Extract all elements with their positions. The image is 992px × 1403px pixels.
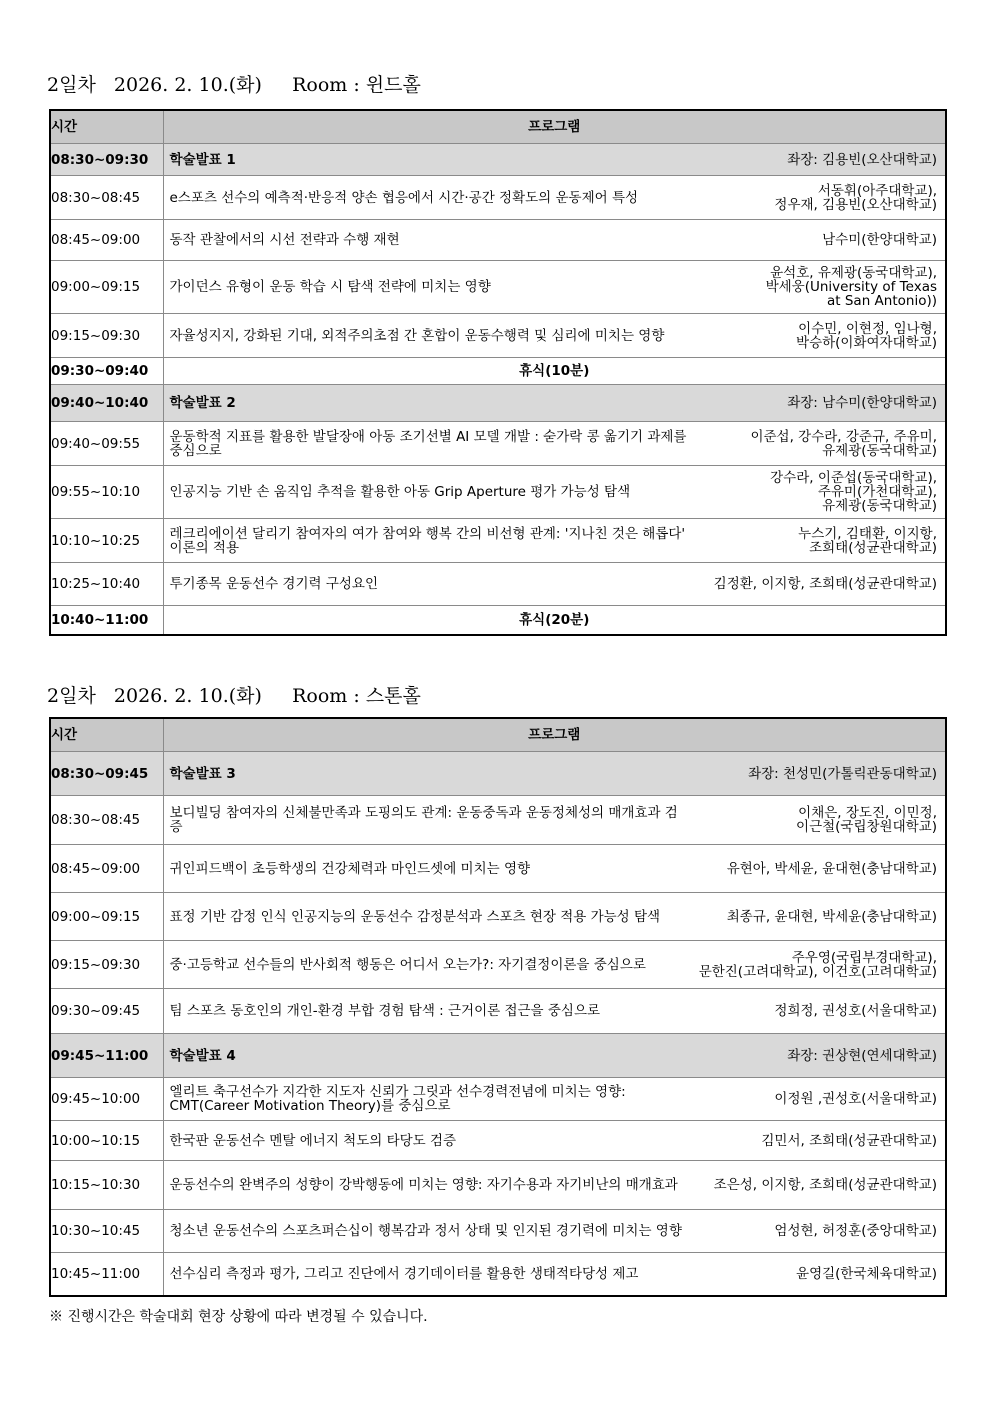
talk-authors (796, 322, 945, 350)
talk-title: 귀인피드백이 초등학생의 건강체력과 마인드셋에 미치는 영향 (169, 860, 531, 877)
session-chair: 좌장: 김용빈(오산대학교) (787, 151, 937, 168)
author-line: 김민서, 조희태(성균관대학교) (761, 1132, 937, 1149)
talk-authors (822, 233, 945, 247)
time-cell: 09:40~09:55 (50, 422, 163, 466)
table-row (50, 893, 946, 941)
talk-authors (714, 577, 945, 591)
talk-info (164, 184, 946, 212)
talk-authors (766, 266, 945, 308)
table-row (50, 1078, 946, 1121)
session-chair: 좌장: 천성민(가톨릭관동대학교) (748, 765, 937, 782)
talk-authors (774, 1224, 945, 1238)
session-info (164, 1049, 946, 1063)
time-cell: 08:30~09:45 (50, 752, 163, 796)
program-cell (163, 893, 946, 941)
author-line: 이채은, 장도진, 이민정, (798, 805, 937, 821)
table-row (50, 519, 946, 563)
author-line: 조희태(성균관대학교) (809, 539, 937, 556)
table-row (50, 261, 946, 314)
program-cell (163, 1253, 946, 1296)
program-cell (163, 1034, 946, 1078)
program-cell (163, 845, 946, 893)
session-row (50, 144, 946, 176)
time-cell: 09:45~11:00 (50, 1034, 163, 1078)
talk-info (164, 471, 946, 513)
time-cell: 10:00~10:15 (50, 1121, 163, 1161)
room2-title: 2일차 2026. 2. 10.(화) Room : 스톤홀 (47, 685, 421, 707)
author-line: 정우재, 김용빈(오산대학교) (774, 196, 937, 213)
talk-info (164, 951, 946, 979)
table-row (50, 314, 946, 358)
talk-title: 운동선수의 완벽주의 성향이 강박행동에 미치는 영향: 자기수용과 자기비난의 매개효과 (169, 1177, 678, 1193)
table-row (50, 1253, 946, 1296)
time-cell: 09:00~09:15 (50, 261, 163, 314)
time-cell: 09:55~10:10 (50, 466, 163, 519)
author-line: 박승하(이화여자대학교) (796, 334, 937, 351)
program-cell (163, 261, 946, 314)
program-cell (163, 1210, 946, 1253)
talk-info (164, 910, 946, 924)
break-label: 휴식(20분) (163, 606, 946, 635)
talk-authors (761, 1134, 945, 1148)
break-row (50, 606, 946, 635)
time-cell: 10:10~10:25 (50, 519, 163, 563)
table-row (50, 563, 946, 606)
time-cell: 10:15~10:30 (50, 1161, 163, 1210)
program-cell (163, 144, 946, 176)
time-cell: 09:45~10:00 (50, 1078, 163, 1121)
talk-authors (796, 806, 945, 834)
talk-info (164, 527, 946, 555)
time-cell: 10:45~11:00 (50, 1253, 163, 1296)
author-line: 유제광(동국대학교) (822, 442, 937, 459)
talk-title: 한국판 운동선수 멘탈 에너지 척도의 타당도 검증 (169, 1132, 457, 1149)
time-column-header: 시간 (50, 110, 163, 144)
talk-title: e스포츠 선수의 예측적·반응적 양손 협응에서 시간·공간 정확도의 운동제어 특성 (169, 189, 639, 206)
author-line: 윤석호, 유제광(동국대학교), (770, 265, 937, 281)
table-row (50, 796, 946, 845)
program-cell (163, 176, 946, 220)
table-row (50, 1121, 946, 1161)
session-name: 학술발표 1 (169, 151, 236, 168)
author-line: 유제광(동국대학교) (822, 498, 937, 514)
talk-title: 엘리트 축구선수가 지각한 지도자 신뢰가 그릿과 선수경력전념에 미치는 영향: CMT(Career Motivation Theory)를 중심으로 (169, 1084, 626, 1114)
talk-title: 인공지능 기반 손 움직임 추적을 활용한 아동 Grip Aperture 평가 가능성 탐색 (169, 484, 631, 500)
author-line: 이수민, 이현정, 임나형, (798, 320, 937, 337)
break-row (50, 358, 946, 385)
author-line: 누스기, 김태환, 이지항, (798, 525, 937, 542)
talk-info (164, 577, 946, 591)
talk-authors (727, 910, 945, 924)
author-line: 이근철(국립창원대학교) (796, 819, 937, 835)
talk-title: 선수심리 측정과 평가, 그리고 진단에서 경기데이터를 활용한 생태적타당성 제고 (169, 1265, 639, 1282)
session-info (164, 767, 946, 781)
author-line: 이준섭, 강수라, 강준규, 주유미, (750, 428, 937, 445)
program-cell (163, 466, 946, 519)
time-cell: 08:45~09:00 (50, 845, 163, 893)
author-line: 박세웅(University of Texas (765, 279, 937, 295)
room1-schedule-table (49, 109, 947, 636)
program-cell (163, 989, 946, 1034)
talk-authors (750, 430, 945, 458)
room2-schedule-table (49, 717, 947, 1297)
talk-authors (774, 1092, 945, 1106)
talk-info (164, 1267, 946, 1281)
talk-info (164, 1178, 946, 1192)
table-row (50, 941, 946, 989)
break-label: 휴식(10분) (163, 358, 946, 385)
session-chair: 좌장: 남수미(한양대학교) (787, 395, 937, 411)
program-column-header: 프로그램 (163, 110, 946, 144)
talk-title: 운동학적 지표를 활용한 발달장애 아동 조기선별 AI 모델 개발 : 숟가락 콩 옮기기 과제를 중심으로 (169, 428, 687, 459)
program-cell (163, 563, 946, 606)
session-row (50, 1034, 946, 1078)
author-line: 문한진(고려대학교), 이건호(고려대학교) (698, 963, 937, 980)
talk-title: 투기종목 운동선수 경기력 구성요인 (169, 576, 378, 592)
talk-title: 자율성지지, 강화된 기대, 외적주의초점 간 혼합이 운동수행력 및 심리에 미치는 영향 (169, 327, 665, 344)
table-row (50, 1210, 946, 1253)
author-line: 윤영길(한국체육대학교) (796, 1265, 937, 1282)
time-cell: 10:40~11:00 (50, 606, 163, 635)
table-row (50, 989, 946, 1034)
talk-info (164, 1004, 946, 1018)
talk-title: 보디빌딩 참여자의 신체불만족과 도핑의도 관계: 운동중독과 운동정체성의 매개효과 검증 (169, 805, 678, 835)
talk-title: 중·고등학교 선수들의 반사회적 행동은 어디서 오는가?: 자기결정이론을 중심으로 (169, 956, 646, 973)
time-cell: 09:30~09:40 (50, 358, 163, 385)
time-cell: 08:30~08:45 (50, 176, 163, 220)
time-cell: 08:30~09:30 (50, 144, 163, 176)
table-row (50, 466, 946, 519)
talk-info (164, 430, 946, 458)
talk-info (164, 266, 946, 308)
author-line: 최종규, 윤대현, 박세윤(충남대학교) (726, 908, 937, 925)
time-cell: 09:15~09:30 (50, 941, 163, 989)
talk-title: 팀 스포츠 동호인의 개인-환경 부합 경험 탐색 : 근거이론 접근을 중심으로 (169, 1003, 601, 1019)
author-line: 이정원 ,권성호(서울대학교) (774, 1091, 937, 1107)
author-line: 유현아, 박세윤, 윤대현(충남대학교) (726, 860, 937, 877)
talk-info (164, 233, 946, 247)
time-cell: 08:30~08:45 (50, 796, 163, 845)
author-line: 서동휘(아주대학교), (817, 182, 937, 199)
author-line: at San Antonio)) (827, 293, 937, 309)
talk-title: 레크리에이션 달리기 참여자의 여가 참여와 행복 간의 비선형 관계: '지나친 것은 해롭다' 이론의 적용 (169, 525, 686, 556)
talk-authors (774, 184, 945, 212)
program-cell (163, 519, 946, 563)
author-line: 정희정, 권성호(서울대학교) (774, 1003, 937, 1019)
program-cell (163, 1121, 946, 1161)
talk-title: 가이던스 유형이 운동 학습 시 탐색 전략에 미치는 영향 (169, 279, 491, 295)
talk-authors (796, 1267, 945, 1281)
time-cell: 09:00~09:15 (50, 893, 163, 941)
time-cell: 08:45~09:00 (50, 220, 163, 261)
talk-authors (770, 471, 945, 513)
author-line: 강수라, 이준섭(동국대학교), (770, 470, 937, 486)
talk-authors (727, 862, 945, 876)
talk-info (164, 322, 946, 350)
talk-title: 청소년 운동선수의 스포츠퍼슨십이 행복감과 정서 상태 및 인지된 경기력에 미치는 영향 (169, 1223, 682, 1239)
table-row (50, 176, 946, 220)
program-cell (163, 314, 946, 358)
program-cell (163, 796, 946, 845)
program-column-header: 프로그램 (163, 718, 946, 752)
talk-title: 표정 기반 감정 인식 인공지능의 운동선수 감정분석과 스포츠 현장 적용 가능성 탐색 (169, 908, 661, 925)
program-cell (163, 752, 946, 796)
session-info (164, 396, 946, 410)
talk-authors (774, 1004, 945, 1018)
talk-info (164, 862, 946, 876)
talk-info (164, 806, 946, 834)
program-cell (163, 1161, 946, 1210)
time-cell: 09:30~09:45 (50, 989, 163, 1034)
talk-authors (699, 951, 945, 979)
program-cell (163, 385, 946, 422)
time-column-header: 시간 (50, 718, 163, 752)
talk-info (164, 1224, 946, 1238)
program-cell (163, 1078, 946, 1121)
session-name: 학술발표 4 (169, 1047, 236, 1064)
room1-title: 2일차 2026. 2. 10.(화) Room : 윈드홀 (47, 74, 421, 96)
table-row (50, 220, 946, 261)
session-name: 학술발표 3 (169, 765, 236, 782)
talk-info (164, 1134, 946, 1148)
program-cell (163, 941, 946, 989)
table-row (50, 422, 946, 466)
author-line: 엄성현, 허정훈(중앙대학교) (774, 1223, 937, 1239)
session-row (50, 752, 946, 796)
author-line: 조은성, 이지항, 조희태(성균관대학교) (713, 1177, 937, 1193)
talk-info (164, 1085, 946, 1113)
session-chair: 좌장: 권상현(연세대학교) (787, 1047, 937, 1064)
time-cell: 10:25~10:40 (50, 563, 163, 606)
session-row (50, 385, 946, 422)
talk-authors (714, 1178, 945, 1192)
time-cell: 09:15~09:30 (50, 314, 163, 358)
time-cell: 10:30~10:45 (50, 1210, 163, 1253)
session-name: 학술발표 2 (169, 395, 236, 411)
program-cell (163, 422, 946, 466)
author-line: 주우영(국립부경대학교), (791, 949, 937, 966)
program-cell (163, 220, 946, 261)
time-cell: 09:40~10:40 (50, 385, 163, 422)
author-line: 남수미(한양대학교) (822, 232, 937, 248)
table-row (50, 1161, 946, 1210)
table-row (50, 845, 946, 893)
talk-authors (798, 527, 945, 555)
author-line: 김정환, 이지항, 조희태(성균관대학교) (713, 576, 937, 592)
session-info (164, 153, 946, 167)
footnote: ※ 진행시간은 학술대회 현장 상황에 따라 변경될 수 있습니다. (49, 1309, 428, 1325)
author-line: 주유미(가천대학교), (817, 484, 937, 500)
talk-title: 동작 관찰에서의 시선 전략과 수행 재현 (169, 232, 400, 248)
